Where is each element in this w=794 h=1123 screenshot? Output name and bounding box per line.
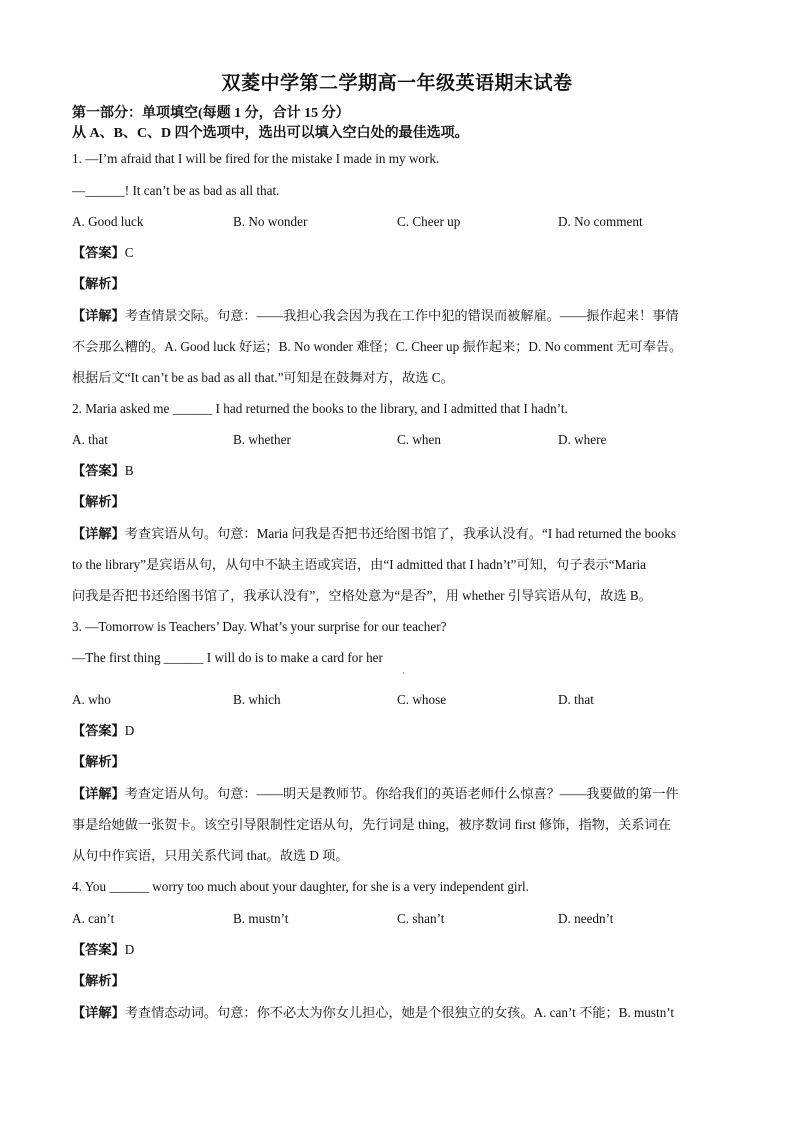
question-1-detail-line-1: 【详解】考查情景交际。句意：——我担心我会因为我在工作中犯的错误而被解雇。——振作起来！事情: [72, 308, 679, 323]
question-1-analysis-label: 【解析】: [72, 276, 125, 291]
question-2-analysis-label: 【解析】: [72, 494, 125, 509]
question-1-option-c: C. Cheer up: [397, 214, 461, 229]
question-2-option-d: D. where: [558, 432, 607, 447]
question-2-detail-line-2: to the library”是宾语从句，从句中不缺主语或宾语，由“I admitted that I hadn’t”可知，句子表示“Maria: [72, 557, 647, 572]
answer-label: 【答案】: [72, 245, 125, 260]
question-1-stem-line-1: 1. —I’m afraid that I will be fired for the mistake I made in my work.: [72, 151, 440, 166]
stray-dot: ·: [402, 669, 405, 678]
question-4-analysis-label: 【解析】: [72, 973, 125, 988]
question-4-option-a: A. can’t: [72, 911, 115, 926]
question-3-option-c: C. whose: [397, 692, 447, 707]
question-2-option-a: A. that: [72, 432, 108, 447]
question-3-stem-line-2: —The first thing ______ I will do is to make a card for her: [72, 650, 383, 665]
question-3-option-d: D. that: [558, 692, 594, 707]
question-1-stem-line-2: —______! It can’t be as bad as all that.: [72, 183, 280, 198]
question-1-option-a: A. Good luck: [72, 214, 144, 229]
section-instruction: 从 A、B、C、D 四个选项中，选出可以填入空白处的最佳选项。: [72, 126, 469, 141]
detail-label: 【详解】: [72, 308, 125, 323]
section-heading: 第一部分：单项填空(每题 1 分，合计 15 分）: [72, 106, 350, 121]
question-3-option-b: B. which: [233, 692, 281, 707]
question-2-stem-line-1: 2. Maria asked me ______ I had returned the books to the library, and I admitted that I hadn’t.: [72, 401, 568, 416]
question-1-option-d: D. No comment: [558, 214, 643, 229]
question-2-option-b: B. whether: [233, 432, 291, 447]
question-2-answer: 【答案】B: [72, 463, 134, 478]
question-3-analysis-label: 【解析】: [72, 754, 125, 769]
question-1-option-b: B. No wonder: [233, 214, 308, 229]
question-4-detail-line-1: 【详解】考查情态动词。句意：你不必太为你女儿担心，她是个很独立的女孩。A. can’t 不能；B. mustn’t: [72, 1005, 675, 1020]
question-1-answer: [72, 245, 134, 261]
question-3-stem-line-1: 3. —Tomorrow is Teachers’ Day. What’s your surprise for our teacher?: [72, 619, 447, 634]
page-title: 双菱中学第二学期高一年级英语期末试卷: [221, 73, 573, 94]
question-4-answer: 【答案】D: [72, 942, 135, 957]
answer-value: C: [124, 245, 134, 260]
question-4-option-c: C. shan’t: [397, 911, 445, 926]
question-1-detail-line-2: 不会那么糟的。A. Good luck 好运；B. No wonder 难怪；C. Cheer up 振作起来；D. No comment 无可奉告。: [72, 339, 683, 354]
question-2-detail-line-1: 【详解】考查宾语从句。句意：Maria 问我是否把书还给图书馆了，我承认没有。“I had returned the books: [72, 526, 676, 541]
question-3-detail-line-2: 事是给她做一张贺卡。该空引导限制性定语从句，先行词是 thing，被序数词 first 修饰，指物，关系词在: [72, 817, 671, 832]
question-4-option-d: D. needn’t: [558, 911, 614, 926]
question-4-stem-line-1: 4. You ______ worry too much about your daughter, for she is a very independent girl.: [72, 879, 529, 894]
question-3-detail-line-3: 从句中作宾语，只用关系代词 that。故选 D 项。: [72, 848, 349, 863]
question-1-detail-line-3: 根据后文“It can’t be as bad as all that.”可知是在鼓舞对方，故选 C。: [72, 370, 454, 385]
question-2-option-c: C. when: [397, 432, 441, 447]
question-4-option-b: B. mustn’t: [233, 911, 289, 926]
question-2-detail-line-3: 问我是否把书还给图书馆了，我承认没有”，空格处意为“是否”，用 whether 引导宾语从句，故选 B。: [72, 588, 652, 603]
question-3-answer: 【答案】D: [72, 723, 135, 738]
question-3-option-a: A. who: [72, 692, 111, 707]
question-3-detail-line-1: 【详解】考查定语从句。句意：——明天是教师节。你给我们的英语老师什么惊喜？——我要做的第一件: [72, 786, 679, 801]
